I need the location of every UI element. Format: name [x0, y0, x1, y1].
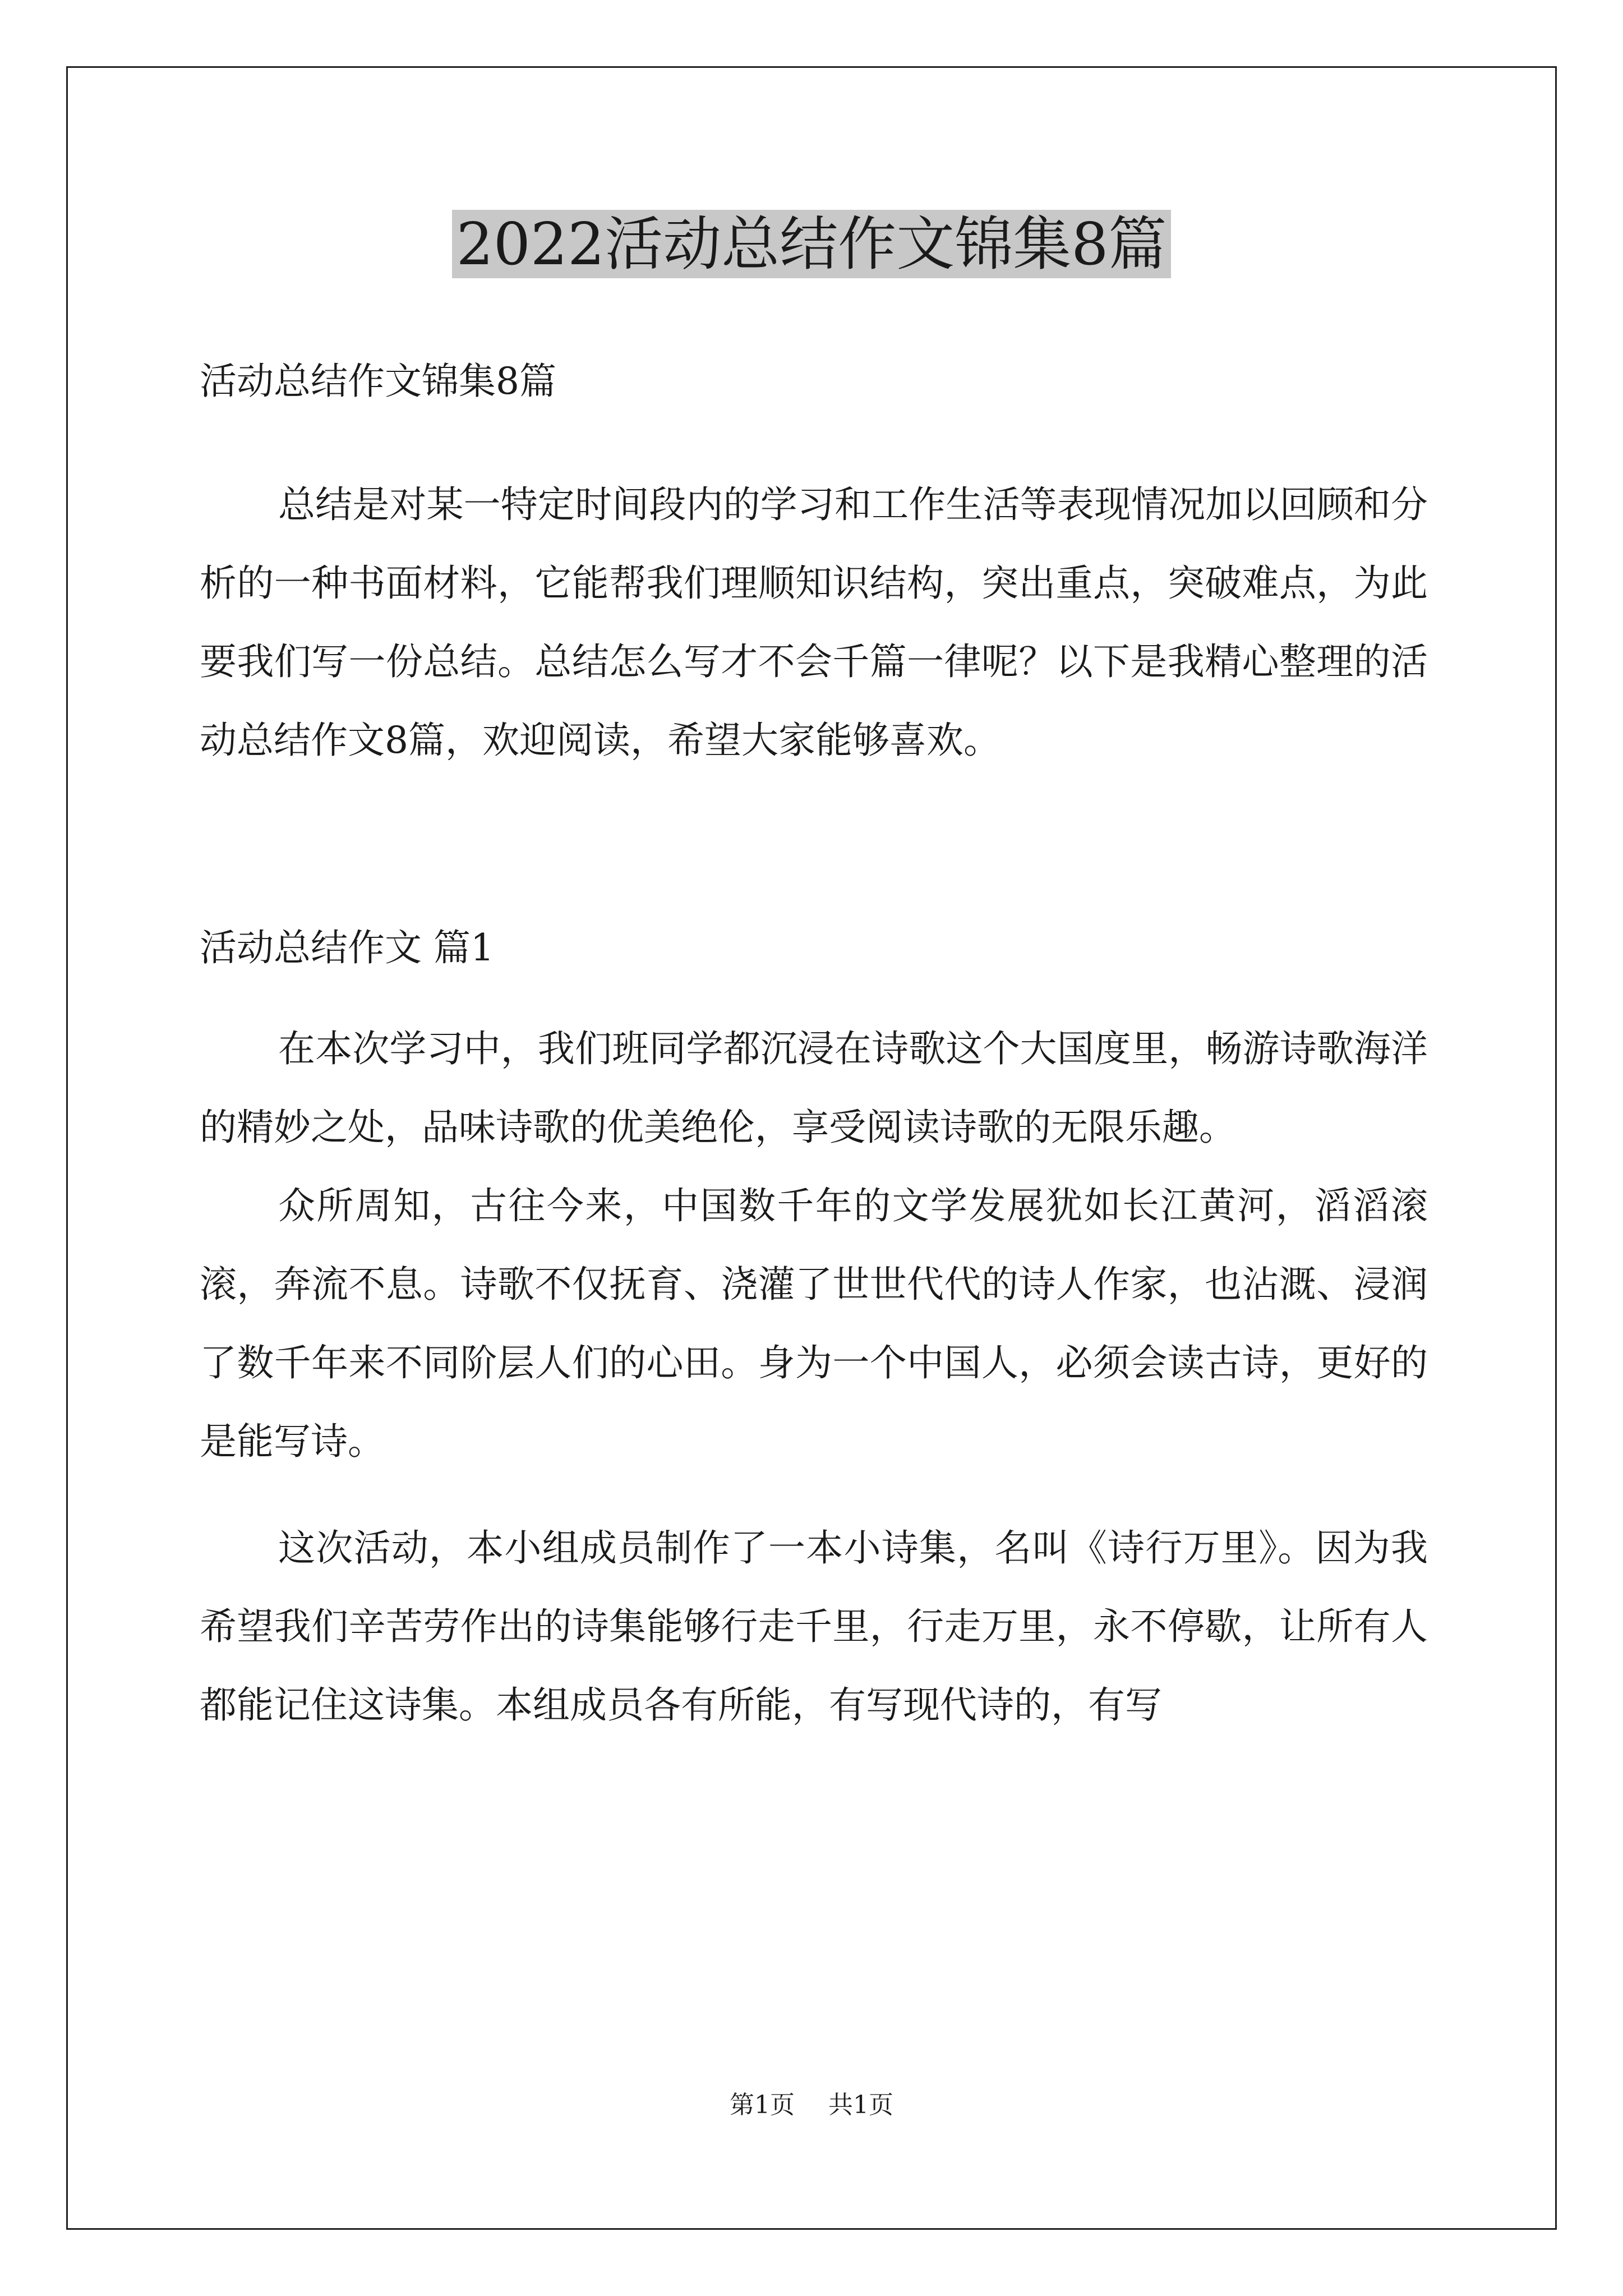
document-title-text: 2022活动总结作文锦集8篇	[452, 210, 1172, 278]
document-subtitle: 活动总结作文锦集8篇	[200, 360, 556, 403]
section-heading: 活动总结作文 篇1	[200, 926, 494, 969]
document-title	[0, 205, 1623, 283]
body-paragraph-2: 众所周知，古往今来，中国数千年的文学发展犹如长江黄河，滔滔滚滚，奔流不息。诗歌不仅抚育、浇灌了世世代代的诗人作家，也沾溉、浸润了数千年来不同阶层人们的心田。身为一个中国人，必须会读古诗，更好的是能写诗。	[200, 1184, 1428, 1463]
page-total: 共1页	[828, 2091, 893, 2119]
page-number: 第1页	[730, 2091, 795, 2119]
intro-paragraph: 总结是对某一特定时间段内的学习和工作生活等表现情况加以回顾和分析的一种书面材料，它能帮我们理顺知识结构，突出重点，突破难点，为此要我们写一份总结。总结怎么写才不会千篇一律呢？以下是我精心整理的活动总结作文8篇，欢迎阅读，希望大家能够喜欢。	[200, 483, 1428, 762]
page-footer	[0, 2088, 1623, 2122]
body-paragraph-3: 这次活动，本小组成员制作了一本小诗集，名叫《诗行万里》。因为我希望我们辛苦劳作出的诗集能够行走千里，行走万里，永不停歇，让所有人都能记住这诗集。本组成员各有所能，有写现代诗的，有写	[200, 1526, 1428, 1727]
body-paragraph-1: 在本次学习中，我们班同学都沉浸在诗歌这个大国度里，畅游诗歌海洋的精妙之处，品味诗歌的优美绝伦，享受阅读诗歌的无限乐趣。	[200, 1027, 1428, 1149]
document-body	[200, 342, 1428, 1745]
